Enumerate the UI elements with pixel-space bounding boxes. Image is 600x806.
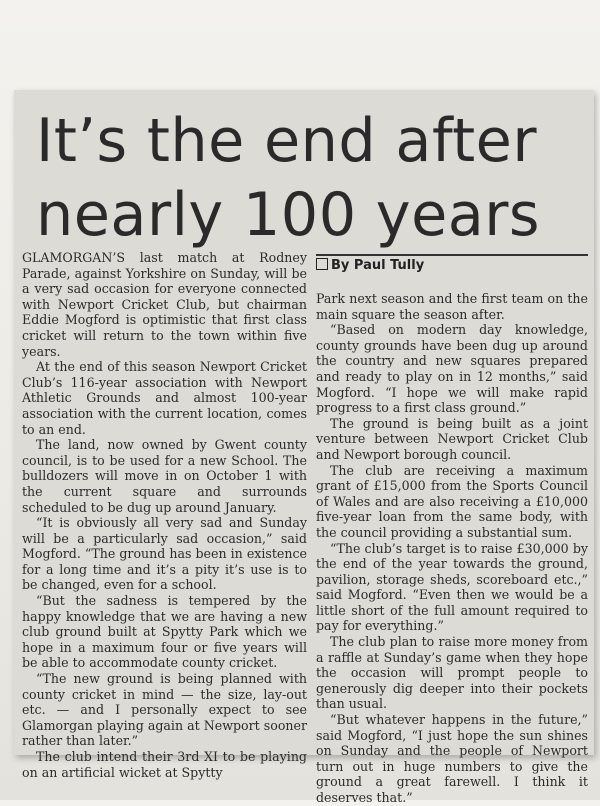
article-right-column xyxy=(316,291,588,806)
paragraph: “The new ground is being planned with county cricket in mind — the size, lay-out etc. — and I personally expect to see Glamorgan playing again at Newport sooner rather than later.” xyxy=(22,671,307,749)
paragraph: “But the sadness is tempered by the happy knowledge that we are having a new club ground built at Spytty Park which we hope in a maximum four or five years will be able to accommodate county cricket. xyxy=(22,593,307,671)
paragraph: GLAMORGAN’S last match at Rodney Parade, against Yorkshire on Sunday, will be a very sad occasion for everyone connected with Newport Cricket Club, but chairman Eddie Mogford is optimistic that first class cricket will return to the town within five years. xyxy=(22,250,307,359)
byline xyxy=(316,258,424,273)
paragraph: At the end of this season Newport Cricket Club’s 116-year association with Newport Athletic Grounds and almost 100-year association with the current location, comes to an end. xyxy=(22,359,307,437)
paragraph: The club plan to raise more money from a raffle at Sunday’s game when they hope the occasion will prompt people to generously dig deeper into their pockets than usual. xyxy=(316,634,588,712)
byline-text: By Paul Tully xyxy=(331,258,425,273)
paragraph: The club are receiving a maximum grant of £15,000 from the Sports Council of Wales and are also receiving a £10,000 five-year loan from the same body, with the council providing a substantial sum. xyxy=(316,462,588,540)
paragraph: “It is obviously all very sad and Sunday will be a particularly sad occasion,” said Mogford. “The ground has been in existence for a long time and it’s a pity it’s use is to be changed, even for a school. xyxy=(22,515,307,593)
paragraph: The club intend their 3rd XI to be playing on an artificial wicket at Spytty xyxy=(22,749,307,780)
headline xyxy=(36,104,573,252)
byline-rule xyxy=(316,254,588,256)
paragraph: The ground is being built as a joint venture between Newport Cricket Club and Newport borough council. xyxy=(316,415,588,462)
article-left-column xyxy=(22,250,307,780)
paragraph: The land, now owned by Gwent county council, is to be used for a new School. The bulldozers will move in on October 1 with the current square and surrounds scheduled to be dug up around January. xyxy=(22,437,307,515)
byline-box-icon xyxy=(316,258,328,270)
headline-line-1: It’s the end after xyxy=(36,106,537,176)
paragraph: “Based on modern day knowledge, county grounds have been dug up around the country and new squares prepared and ready to play on in 12 months,” said Mogford. “I hope we will make rapid progress to a first class ground.” xyxy=(316,322,588,416)
paragraph: Park next season and the first team on the main square the season after. xyxy=(316,291,588,322)
paragraph: “But whatever happens in the future,” said Mogford, “I just hope the sun shines on Sunday and the people of Newport turn out in huge numbers to give the ground a great farewell. I think it deserves that.” xyxy=(316,712,588,805)
headline-line-2: nearly 100 years xyxy=(36,180,541,250)
paragraph: “The club’s target is to raise £30,000 by the end of the year towards the ground, pavilion, storage sheds, scoreboard etc.,” said Mogford. “Even then we would be a little short of the full amount required to pay for everything.” xyxy=(316,540,588,634)
byline-block xyxy=(316,250,588,276)
